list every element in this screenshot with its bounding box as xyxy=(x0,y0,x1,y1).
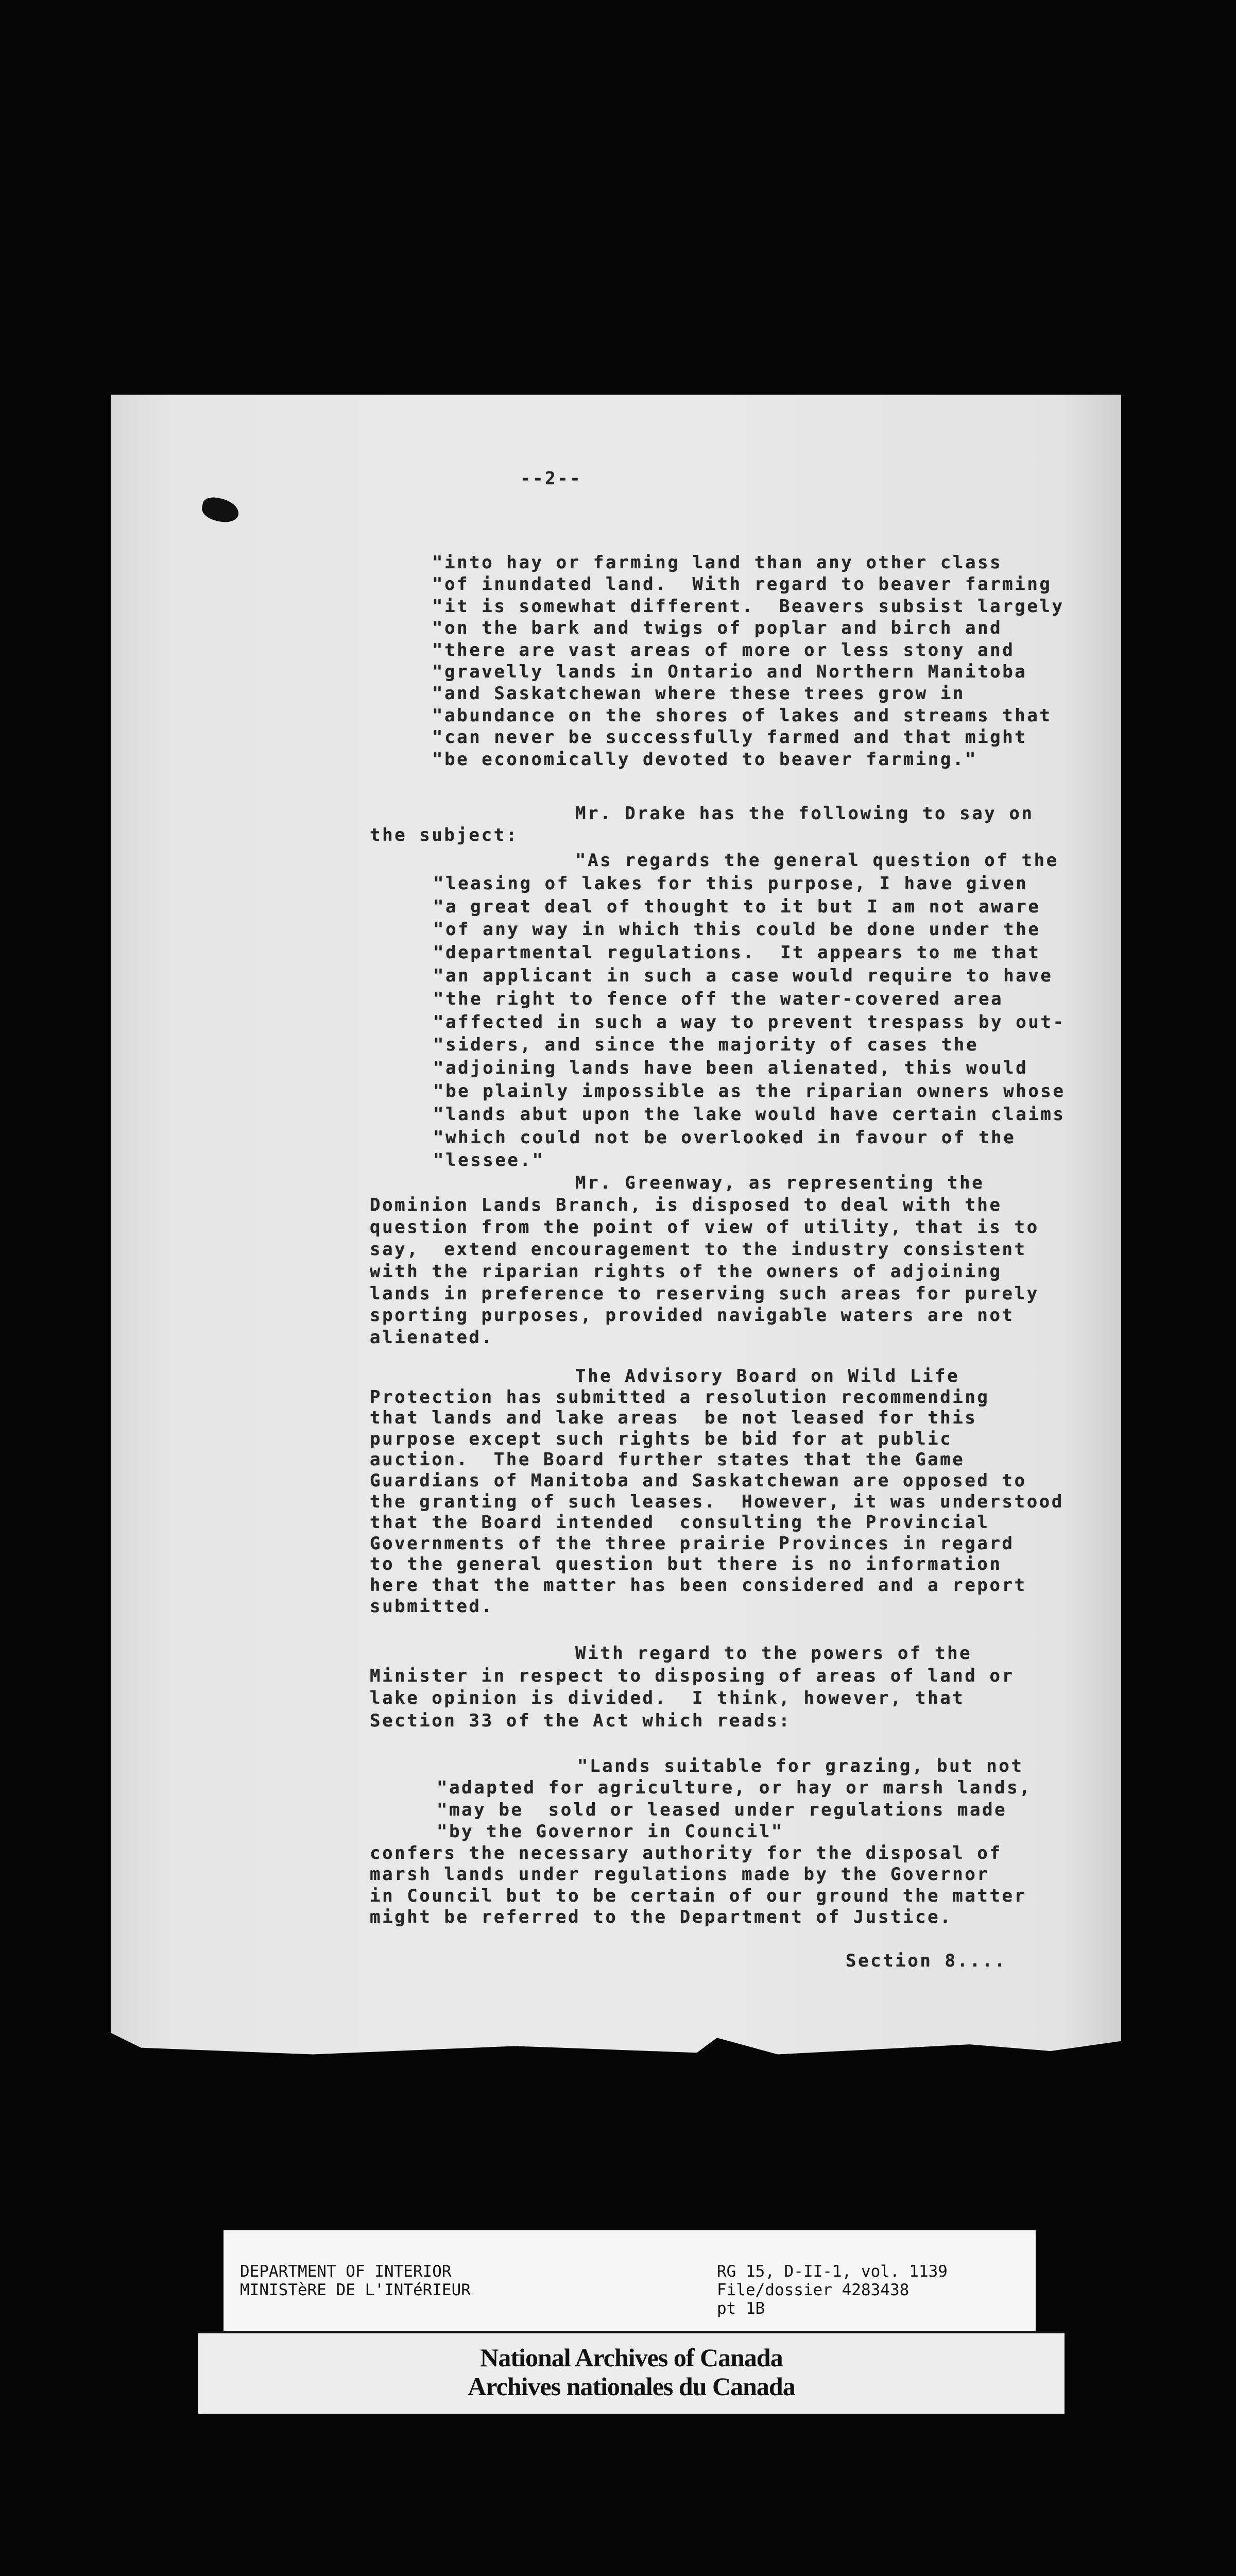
text-line: in Council but to be certain of our ground the matter xyxy=(370,1885,1027,1906)
text-line: The Advisory Board on Wild Life xyxy=(575,1366,960,1386)
text-line: "siders, and since the majority of cases the xyxy=(433,1035,979,1056)
text-line: "by the Governor in Council" xyxy=(437,1821,784,1842)
text-line: "affected in such a way to prevent trespass by out- xyxy=(433,1011,1066,1032)
text-line: with the riparian rights of the owners of adjoining xyxy=(370,1261,1002,1282)
department-en: DEPARTMENT OF INTERIOR xyxy=(240,2262,452,2281)
text-line: "As regards the general question of the xyxy=(575,850,1059,871)
page-number: --2-- xyxy=(520,468,582,489)
text-line: "Lands suitable for grazing, but not xyxy=(577,1756,1024,1776)
text-line: the subject: xyxy=(370,825,519,845)
text-line: "abundance on the shores of lakes and streams that xyxy=(432,705,1052,726)
text-line: marsh lands under regulations made by the Governor xyxy=(370,1864,990,1885)
text-line: Mr. Drake has the following to say on xyxy=(575,803,1034,824)
text-line: here that the matter has been considered and a report xyxy=(370,1575,1027,1596)
text-line: "which could not be overlooked in favour of the xyxy=(433,1127,1016,1148)
text-line: the granting of such leases. However, it was understood xyxy=(370,1491,1064,1512)
text-line: "there are vast areas of more or less stony and xyxy=(432,639,1015,660)
text-line: lands in preference to reserving such areas for purely xyxy=(370,1283,1039,1304)
text-line: "on the bark and twigs of poplar and birch and xyxy=(432,618,1003,639)
text-line: Section 8.... xyxy=(846,1951,1007,1971)
archives-name-fr: Archives nationales du Canada xyxy=(468,2372,795,2401)
text-line: sporting purposes, provided navigable waters are not xyxy=(370,1305,1015,1326)
text-line: Mr. Greenway, as representing the xyxy=(575,1173,985,1193)
text-line: "into hay or farming land than any other class xyxy=(432,552,1003,573)
text-line: Dominion Lands Branch, is disposed to deal with the xyxy=(370,1194,1002,1215)
text-line: "lands abut upon the lake would have certain claims xyxy=(433,1104,1066,1125)
archives-banner xyxy=(198,2331,1065,2414)
text-line: "the right to fence off the water-covered area xyxy=(433,988,1004,1009)
text-line: "it is somewhat different. Beavers subsist largely xyxy=(432,596,1065,617)
department-fr: MINISTèRE DE L'INTéRIEUR xyxy=(240,2281,471,2299)
text-line: "a great deal of thought to it but I am not aware xyxy=(433,896,1041,917)
text-line: auction. The Board further states that the Game xyxy=(370,1449,965,1470)
text-line: "of any way in which this could be done under the xyxy=(433,919,1041,940)
text-line: "can never be successfully farmed and that might xyxy=(432,727,1027,748)
text-line: submitted. xyxy=(370,1596,494,1617)
text-line: alienated. xyxy=(370,1327,494,1348)
text-line: "be plainly impossible as the riparian owners whose xyxy=(433,1081,1066,1101)
text-line: Minister in respect to disposing of areas of land or xyxy=(370,1665,1015,1686)
text-line: "an applicant in such a case would require to have xyxy=(433,965,1053,986)
text-line: confers the necessary authority for the disposal of xyxy=(370,1843,1002,1863)
text-line: "gravelly lands in Ontario and Northern Manitoba xyxy=(432,662,1027,682)
text-line: "and Saskatchewan where these trees grow in xyxy=(432,683,965,704)
text-line: say, extend encouragement to the industry consistent xyxy=(370,1239,1027,1260)
text-line: that the Board intended consulting the Provincial xyxy=(370,1512,990,1533)
text-line: "leasing of lakes for this purpose, I have given xyxy=(433,873,1028,894)
text-line: With regard to the powers of the xyxy=(575,1643,972,1664)
text-line: "may be sold or leased under regulations made xyxy=(437,1799,1007,1820)
text-line: might be referred to the Department of Justice. xyxy=(370,1906,953,1927)
text-line: question from the point of view of utility, that is to xyxy=(370,1216,1039,1238)
text-line: that lands and lake areas be not leased for this xyxy=(370,1408,977,1429)
text-line: "of inundated land. With regard to beaver farming xyxy=(432,574,1052,595)
text-line: "adjoining lands have been alienated, this would xyxy=(433,1058,1028,1079)
text-line: to the general question but there is no information xyxy=(370,1554,1002,1575)
archive-reference-card xyxy=(224,2230,1036,2331)
part-number: pt 1B xyxy=(717,2299,765,2318)
text-line: purpose except such rights be bid for at public xyxy=(370,1428,953,1449)
text-line: Guardians of Manitoba and Saskatchewan are opposed to xyxy=(370,1470,1027,1491)
text-line: Section 33 of the Act which reads: xyxy=(370,1710,792,1732)
text-line: "departmental regulations. It appears to me that xyxy=(433,942,1041,963)
text-line: Governments of the three prairie Provinces in regard xyxy=(370,1533,1015,1554)
file-number: File/dossier 4283438 xyxy=(717,2281,909,2299)
reference-number: RG 15, D-II-1, vol. 1139 xyxy=(717,2262,948,2281)
text-line: "be economically devoted to beaver farming." xyxy=(432,749,978,770)
text-line: "lessee." xyxy=(433,1150,545,1171)
text-line: Protection has submitted a resolution recommending xyxy=(370,1386,990,1408)
text-line: "adapted for agriculture, or hay or marsh lands, xyxy=(437,1777,1032,1799)
archives-name-en: National Archives of Canada xyxy=(480,2343,783,2372)
text-line: lake opinion is divided. I think, however, that xyxy=(370,1688,965,1709)
